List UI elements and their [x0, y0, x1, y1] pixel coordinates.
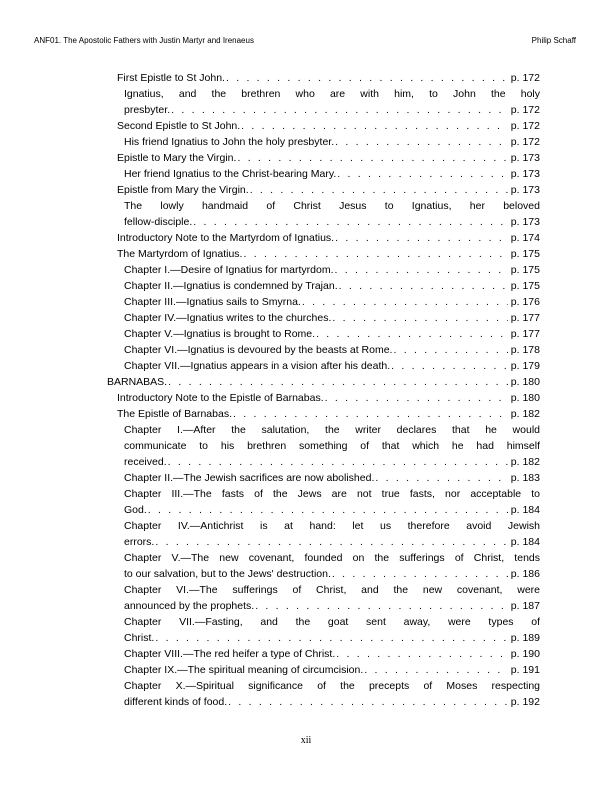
toc-entry-page: p. 184 [510, 504, 540, 516]
toc-entry-page: p. 173 [510, 168, 540, 180]
toc-entry-text-line: Chapter X.—Spiritual significance of the precepts of Moses respecting [124, 680, 540, 692]
toc-entry-text-line: Chapter VII.—Fasting, and the goat sent away, were types of [124, 616, 540, 628]
toc-entry[interactable] [124, 262, 540, 278]
dot-leader [331, 566, 508, 582]
toc-entry-title: Chapter VI.—Ignatius is devoured by the beasts at Rome. [124, 344, 393, 356]
toc-entry[interactable] [124, 134, 540, 150]
toc-entry-text-line: Ignatius, and the brethren who are with him, to John the holy [124, 88, 540, 100]
dot-leader [363, 662, 508, 678]
toc-entry-page: p. 182 [510, 456, 540, 468]
toc-entry-page: p. 190 [510, 648, 540, 660]
toc-entry-title: different kinds of food. [124, 696, 228, 708]
toc-entry[interactable] [124, 550, 540, 582]
toc-entry-title: Christ. [124, 632, 155, 644]
dot-leader [249, 182, 508, 198]
toc-entry-page: p. 189 [510, 632, 540, 644]
dot-leader [167, 374, 508, 390]
toc-entry-title: errors. [124, 536, 155, 548]
toc-entry-title: God. [124, 504, 147, 516]
dot-leader [236, 150, 507, 166]
toc-entry-title: presbyter. [124, 104, 171, 116]
toc-entry-page: p. 173 [510, 184, 540, 196]
toc-entry[interactable] [117, 230, 540, 246]
toc-entry-page: p. 183 [510, 472, 540, 484]
toc-entry-title: BARNABAS. [107, 376, 168, 388]
toc-entry[interactable] [124, 470, 540, 486]
dot-leader [334, 262, 508, 278]
toc-entry-title: to our salvation, but to the Jews' destruction. [124, 568, 331, 580]
toc-entry[interactable] [124, 278, 540, 294]
toc-entry[interactable] [107, 374, 540, 390]
header-title: ANF01. The Apostolic Fathers with Justin Martyr and Irenaeus [34, 36, 254, 45]
toc-entry-title: The Epistle of Barnabas. [117, 408, 232, 420]
dot-leader [232, 406, 508, 422]
toc-entry-text-line: Chapter I.—After the salutation, the writer declares that he would [124, 424, 540, 436]
toc-entry[interactable] [117, 70, 540, 86]
toc-entry-title: Second Epistle to St John. [117, 120, 241, 132]
toc-entry-title: Chapter III.—Ignatius sails to Smyrna. [124, 296, 301, 308]
toc-entry-page: p. 186 [510, 568, 540, 580]
toc-entry-page: p. 177 [510, 312, 540, 324]
toc-entry-title: Chapter IX.—The spiritual meaning of circumcision. [124, 664, 364, 676]
dot-leader [170, 102, 508, 118]
toc-entry-title: The Martyrdom of Ignatius. [117, 248, 243, 260]
toc-entry-page: p. 179 [510, 360, 540, 372]
toc-entry-page: p. 173 [510, 216, 540, 228]
dot-leader [225, 70, 508, 86]
toc-entry[interactable] [124, 614, 540, 646]
toc-entry-page: p. 180 [510, 376, 540, 388]
toc-entry-title: Chapter IV.—Ignatius writes to the churches. [124, 312, 332, 324]
toc-entry[interactable] [117, 118, 540, 134]
dot-leader [324, 390, 508, 406]
toc-entry-text-line: Chapter VI.—The sufferings of Christ, and the new covenant, were [124, 584, 540, 596]
toc-entry[interactable] [124, 422, 540, 470]
toc-entry-text-line: Chapter III.—The fasts of the Jews are not true fasts, nor acceptable to [124, 488, 540, 500]
toc-entry-title: Epistle from Mary the Virgin. [117, 184, 249, 196]
dot-leader [254, 598, 508, 614]
toc-entry-text-line: The lowly handmaid of Christ Jesus to Ignatius, her beloved [124, 200, 540, 212]
toc-entry-text-line: Chapter V.—The new covenant, founded on the sufferings of Christ, tends [124, 552, 540, 564]
toc-entry[interactable] [117, 150, 540, 166]
dot-leader [334, 230, 508, 246]
toc-entry-title: Epistle to Mary the Virgin. [117, 152, 237, 164]
dot-leader [334, 134, 508, 150]
toc-entry[interactable] [124, 198, 540, 230]
toc-entry[interactable] [124, 310, 540, 326]
dot-leader [147, 502, 508, 518]
dot-leader [192, 214, 508, 230]
dot-leader [392, 342, 507, 358]
toc-entry-title: Chapter VIII.—The red heifer a type of Christ. [124, 648, 336, 660]
toc-entry-page: p. 180 [510, 392, 540, 404]
toc-entry[interactable] [124, 166, 540, 182]
toc-entry[interactable] [124, 294, 540, 310]
toc-entry-page: p. 184 [510, 536, 540, 548]
page-number: xii [300, 735, 312, 746]
toc-entry[interactable] [124, 678, 540, 710]
toc-entry-page: p. 182 [510, 408, 540, 420]
toc-entry[interactable] [124, 582, 540, 614]
toc-entry-page: p. 175 [510, 248, 540, 260]
dot-leader [374, 470, 507, 486]
toc-entry-page: p. 173 [510, 152, 540, 164]
toc-entry-title: Introductory Note to the Epistle of Barnabas. [117, 392, 324, 404]
toc-entry-title: Chapter II.—Ignatius is condemned by Trajan. [124, 280, 338, 292]
toc-entry[interactable] [124, 342, 540, 358]
toc-entry-page: p. 172 [510, 104, 540, 116]
dot-leader [331, 310, 507, 326]
toc-entry[interactable] [124, 518, 540, 550]
toc-entry-page: p. 174 [510, 232, 540, 244]
toc-entry-page: p. 175 [510, 280, 540, 292]
toc-entry-title: First Epistle to St John. [117, 72, 225, 84]
toc-entry[interactable] [117, 406, 540, 422]
dot-leader [242, 246, 507, 262]
toc-entry-title: Chapter VII.—Ignatius appears in a vision after his death. [124, 360, 391, 372]
toc-entry[interactable] [124, 662, 540, 678]
toc-entry-title: Introductory Note to the Martyrdom of Ignatius. [117, 232, 335, 244]
dot-leader [167, 454, 508, 470]
toc-entry[interactable] [117, 246, 540, 262]
toc-entry-page: p. 172 [510, 120, 540, 132]
toc-entry-title: Chapter I.—Desire of Ignatius for martyrdom. [124, 264, 334, 276]
toc-entry[interactable] [124, 486, 540, 518]
toc-entry[interactable] [124, 326, 540, 342]
toc-entry-title: announced by the prophets. [124, 600, 255, 612]
dot-leader [154, 630, 507, 646]
toc-entry[interactable] [117, 390, 540, 406]
toc-entry-title: Chapter V.—Ignatius is brought to Rome. [124, 328, 316, 340]
toc-entry-page: p. 178 [510, 344, 540, 356]
dot-leader [301, 294, 508, 310]
dot-leader [336, 166, 508, 182]
header-author: Philip Schaff [531, 36, 576, 45]
toc-entry-title: Chapter II.—The Jewish sacrifices are now abolished. [124, 472, 375, 484]
dot-leader [338, 278, 508, 294]
toc-entry[interactable] [124, 86, 540, 118]
dot-leader [315, 326, 508, 342]
toc-entry-page: p. 175 [510, 264, 540, 276]
dot-leader [240, 118, 508, 134]
dot-leader [154, 534, 507, 550]
toc-entry-title: fellow-disciple. [124, 216, 193, 228]
dot-leader [335, 646, 508, 662]
toc-entry-title: Her friend Ignatius to the Christ-bearing Mary. [124, 168, 337, 180]
toc-entry-page: p. 192 [510, 696, 540, 708]
toc-entry-text-line: communicate to his brethren something of that which he had himself [124, 440, 540, 452]
dot-leader [390, 358, 508, 374]
toc-entry-page: p. 172 [510, 136, 540, 148]
toc-entry-page: p. 176 [510, 296, 540, 308]
toc-entry[interactable] [124, 358, 540, 374]
toc-entry-title: received. [124, 456, 167, 468]
toc-entry[interactable] [124, 646, 540, 662]
toc-entry-page: p. 191 [510, 664, 540, 676]
toc-entry-text-line: Chapter IV.—Antichrist is at hand: let us therefore avoid Jewish [124, 520, 540, 532]
toc-entry-title: His friend Ignatius to John the holy presbyter. [124, 136, 335, 148]
toc-entry[interactable] [117, 182, 540, 198]
dot-leader [227, 694, 508, 710]
toc-entry-page: p. 187 [510, 600, 540, 612]
toc-entry-page: p. 177 [510, 328, 540, 340]
toc-entry-page: p. 172 [510, 72, 540, 84]
